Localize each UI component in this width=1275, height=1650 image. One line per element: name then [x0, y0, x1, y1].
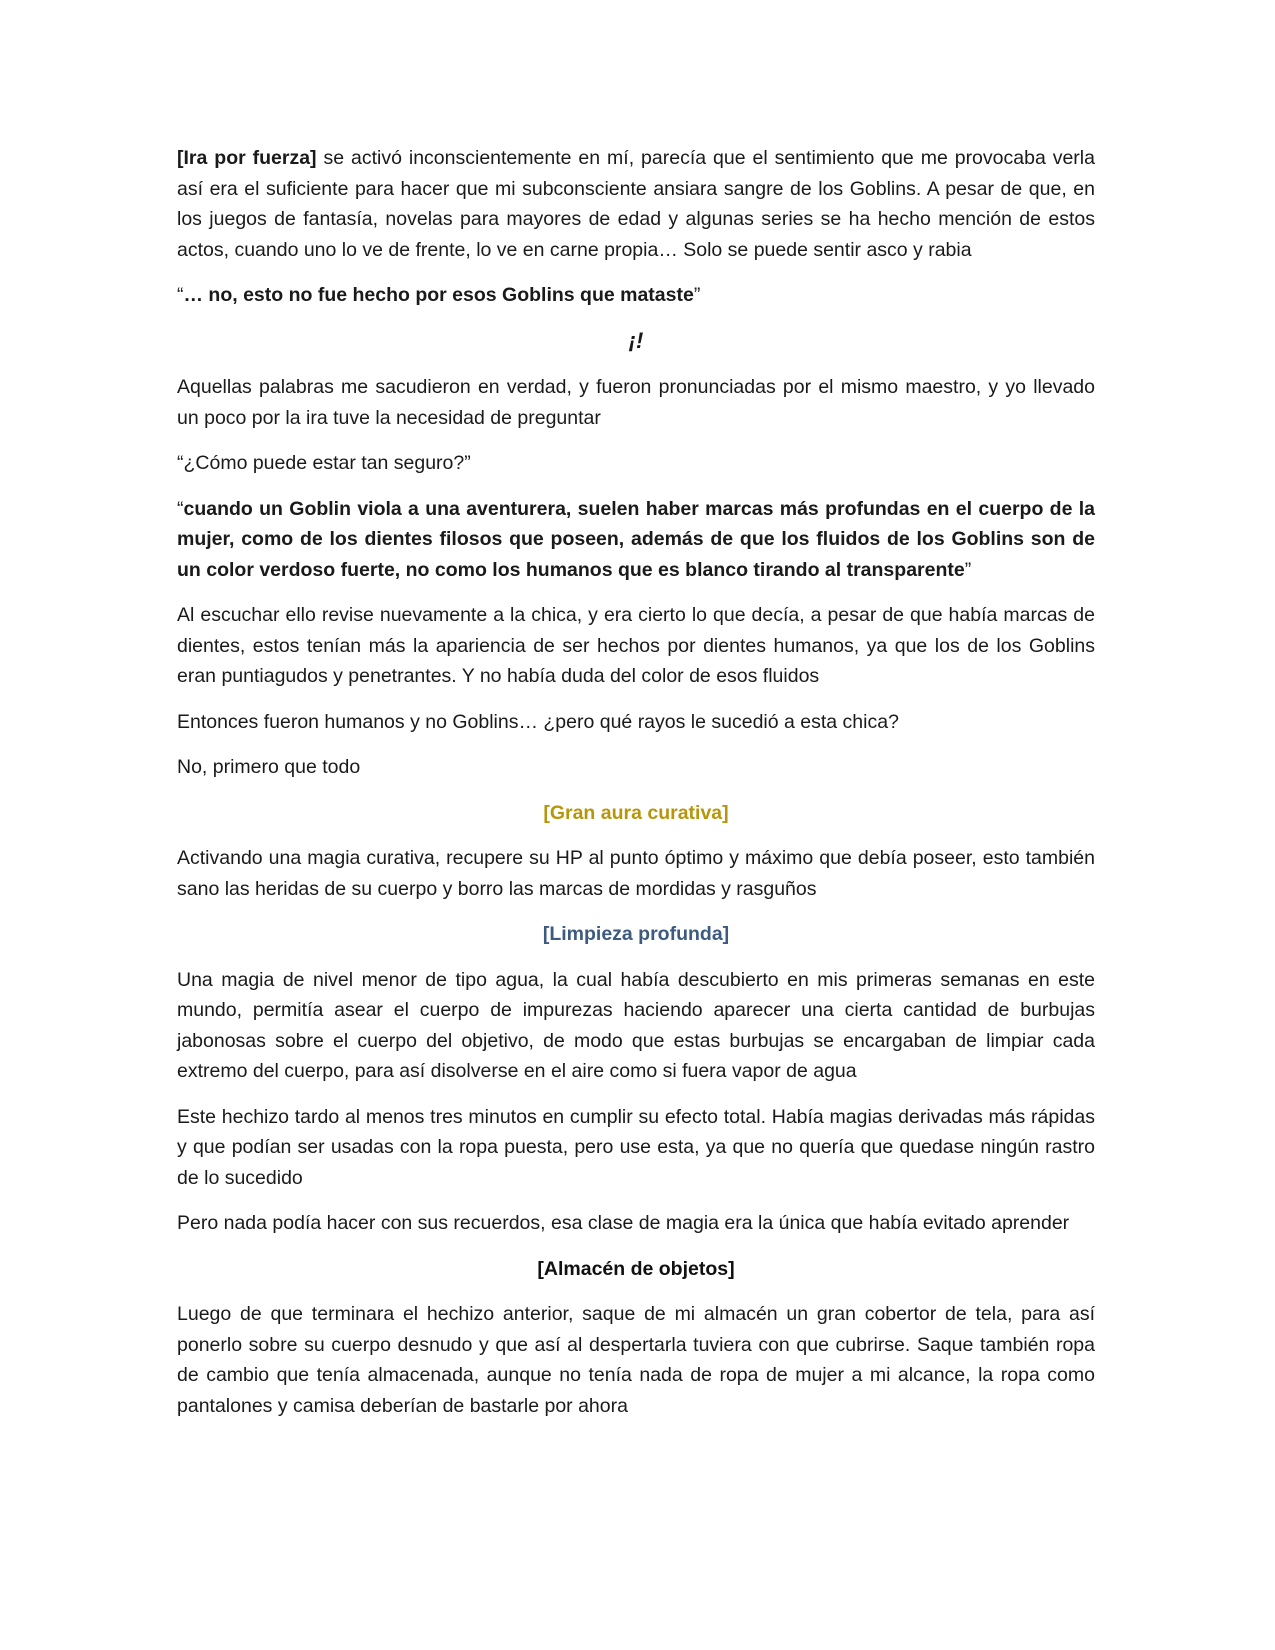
paragraph-recuerdos: Pero nada podía hacer con sus recuerdos, esa clase de magia era la única que había evitado aprender [177, 1212, 1070, 1234]
skill-heading-gran-aura-curativa: [Gran aura curativa] [543, 801, 729, 824]
paragraph-ira-por-fuerza [177, 143, 1095, 265]
quote-text: cuando un Goblin viola a una aventurera, suelen haber marcas más profundas en el cuerpo de la mujer, como de los dientes filosos que poseen, además de que los fluidos de los Goblins son de un color verdoso fuerte, no como los humanos que es blanco tirando al transparente [177, 497, 1095, 581]
paragraph-humanos: Entonces fueron humanos y no Goblins… ¿pero qué rayos le sucedió a esta chica? [177, 710, 899, 733]
quote-open: “ [177, 497, 184, 520]
paragraph-palabras: Aquellas palabras me sacudieron en verdad, y fueron pronunciadas por el mismo maestro, y yo llevado un poco por la ira tuve la necesidad de preguntar [177, 376, 1095, 429]
quote-text: … no, esto no fue hecho por esos Goblins que mataste [183, 284, 694, 306]
exclamation-line [177, 326, 1095, 358]
paragraph-cobertor: Luego de que terminara el hechizo anterior, saque de mi almacén un gran cobertor de tela, para así ponerlo sobre su cuerpo desnudo y que así al despertarla tuviera con que cubrirse. Saque también ropa de cambio que tenía almacenada, aunque no tenía nada de ropa de mujer a mi alcance, la ropa como pantalones y camisa deberían de bastarle por ahora [177, 1303, 1095, 1417]
paragraph-revise-chica: Al escuchar ello revise nuevamente a la chica, y era cierto lo que decía, a pesar de que había marcas de dientes, estos tenían más la apariencia de ser hechos por dientes humanos, ya que los de los Goblins eran puntiagudos y penetrantes. Y no había duda del color de esos fluidos [177, 604, 1095, 687]
dialogue-quote-1 [177, 280, 1095, 311]
paragraph-magia-agua: Una magia de nivel menor de tipo agua, la cual había descubierto en mis primeras semanas en este mundo, permitía asear el cuerpo de impurezas haciendo aparecer una cierta cantidad de burbujas jabonosas sobre el cuerpo del objetivo, de modo que estas burbujas se encargaban de limpiar cada extremo del cuerpo, para así disolverse en el aire como si fuera vapor de agua [177, 968, 1095, 1082]
quote-open: “ [177, 284, 184, 306]
dialogue-quote-2: “¿Cómo puede estar tan seguro?” [177, 452, 471, 474]
quote-close: ” [693, 284, 701, 306]
paragraph-text: se activó inconscientemente en mí, parecía que el sentimiento que me provocaba verla así era el suficiente para hacer que mi subconsciente ansiara sangre de los Goblins. A pesar de que, en los juegos de fantasía, novelas para mayores de edad y algunas series se ha hecho mención de estos actos, cuando uno lo ve de frente, lo ve en carne propia… Solo se puede sentir asco y rabia [177, 147, 1095, 261]
paragraph-hechizo-tardo: Este hechizo tardo al menos tres minutos en cumplir su efecto total. Había magias derivadas más rápidas y que podían ser usadas con la ropa puesta, pero use esta, ya que no quería que quedase ningún rastro de lo sucedido [177, 1105, 1095, 1189]
dialogue-quote-3 [177, 494, 1095, 586]
skill-name-ira-por-fuerza: [Ira por fuerza] [177, 147, 317, 169]
quote-close: ” [964, 558, 972, 581]
exclamation-mark: ¡! [628, 327, 644, 353]
skill-heading-limpieza-profunda: [Limpieza profunda] [542, 923, 730, 945]
paragraph-magia-curativa: Activando una magia curativa, recupere su HP al punto óptimo y máximo que debía poseer, esto también sano las heridas de su cuerpo y borro las marcas de mordidas y rasguños [177, 847, 1095, 900]
paragraph-primero: No, primero que todo [177, 756, 361, 778]
skill-heading-almacen-de-objetos: [Almacén de objetos] [537, 1257, 735, 1280]
